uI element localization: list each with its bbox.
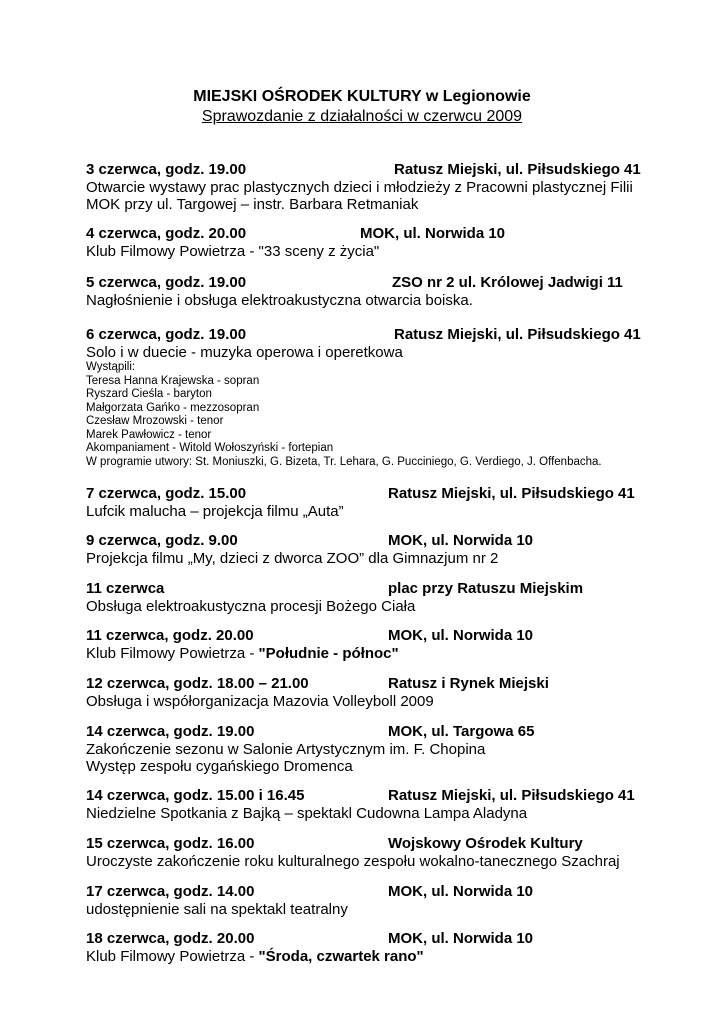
event-place: Ratusz Miejski, ul. Piłsudskiego 41 (388, 787, 635, 804)
event-description: Uroczyste zakończenie roku kulturalnego zespołu wokalno-tanecznego Szachraj (86, 853, 620, 870)
event-header (86, 160, 666, 179)
event-place: Ratusz i Rynek Miejski (388, 675, 549, 692)
event-entry (86, 325, 666, 469)
event-entry (86, 882, 666, 918)
event-place: MOK, ul. Norwida 10 (388, 627, 534, 644)
event-place: plac przy Ratuszu Miejskim (388, 580, 584, 597)
event-description-prefix: Klub Filmowy Powietrza - (86, 645, 259, 662)
event-entry (86, 273, 666, 309)
event-place: Ratusz Miejski, ul. Piłsudskiego 41 (394, 326, 641, 343)
event-date: 17 czerwca, godz. 14.00 (86, 883, 255, 900)
event-place: MOK, ul. Norwida 10 (388, 930, 534, 947)
event-detail: Marek Pawłowicz - tenor (86, 428, 212, 441)
event-header (86, 224, 666, 243)
event-header (86, 929, 666, 948)
event-place: Ratusz Miejski, ul. Piłsudskiego 41 (388, 485, 635, 502)
event-header (86, 579, 666, 598)
event-detail: W programie utwory: St. Moniuszki, G. Bizeta, Tr. Lehara, G. Pucciniego, G. Verdiego, J. Offenbacha. (86, 455, 602, 468)
event-header (86, 325, 666, 344)
event-description: Niedzielne Spotkania z Bajką – spektakl Cudowna Lampa Aladyna (86, 805, 528, 822)
event-place: MOK, ul. Norwida 10 (360, 225, 506, 242)
film-title: "Południe - północ" (258, 645, 399, 662)
event-date: 3 czerwca, godz. 19.00 (86, 161, 247, 178)
event-detail: Wystąpili: (86, 361, 136, 373)
event-detail: Czesław Mrozowski - tenor (86, 415, 224, 427)
event-date: 18 czerwca, godz. 20.00 (86, 930, 255, 947)
event-header (86, 786, 666, 805)
event-description: Solo i w duecie - muzyka operowa i operetkowa (86, 344, 403, 361)
event-description-prefix: Klub Filmowy Powietrza - (86, 948, 259, 965)
event-date: 9 czerwca, godz. 9.00 (86, 532, 238, 549)
event-description: Występ zespołu cygańskiego Dromenca (86, 758, 353, 775)
event-entry (86, 224, 666, 260)
event-place: Ratusz Miejski, ul. Piłsudskiego 41 (394, 161, 641, 178)
event-detail: Akompaniament - Witold Wołoszyński - fortepian (86, 442, 334, 454)
event-place: MOK, ul. Norwida 10 (388, 532, 534, 549)
event-header (86, 722, 666, 741)
event-place: MOK, ul. Norwida 10 (388, 883, 534, 900)
event-entry (86, 579, 666, 615)
event-header (86, 834, 666, 853)
event-place: ZSO nr 2 ul. Królowej Jadwigi 11 (392, 274, 623, 291)
event-entry (86, 786, 666, 822)
event-entry (86, 674, 666, 710)
event-header (86, 882, 666, 901)
event-entry (86, 484, 666, 520)
event-description: Projekcja filmu „My, dzieci z dworca ZOO” dla Gimnazjum nr 2 (86, 550, 499, 567)
event-header (86, 674, 666, 693)
event-description: MOK przy ul. Targowej – instr. Barbara Retmaniak (86, 196, 419, 213)
event-header (86, 484, 666, 503)
film-title: "Środa, czwartek rano" (258, 948, 424, 965)
event-date: 5 czerwca, godz. 19.00 (86, 274, 247, 291)
event-entry (86, 531, 666, 567)
event-date: 14 czerwca, godz. 19.00 (86, 723, 255, 740)
event-description: Klub Filmowy Powietrza - "33 sceny z życia" (86, 243, 380, 260)
event-description (86, 948, 666, 965)
event-entry (86, 834, 666, 870)
event-description: Lufcik malucha – projekcja filmu „Auta” (86, 503, 344, 520)
event-date: 12 czerwca, godz. 18.00 – 21.00 (86, 675, 309, 692)
event-description: udostępnienie sali na spektakl teatralny (86, 901, 348, 918)
event-date: 11 czerwca (86, 580, 165, 597)
event-date: 4 czerwca, godz. 20.00 (86, 225, 247, 242)
event-date: 11 czerwca, godz. 20.00 (86, 627, 254, 644)
event-entry (86, 722, 666, 775)
event-entry (86, 626, 666, 662)
event-entry (86, 929, 666, 965)
event-place: Wojskowy Ośrodek Kultury (388, 835, 583, 852)
event-description: Zakończenie sezonu w Salonie Artystycznym im. F. Chopina (86, 741, 486, 758)
event-detail: Teresa Hanna Krajewska - sopran (86, 374, 260, 387)
event-description (86, 645, 666, 662)
event-entry (86, 160, 666, 213)
event-description: Nagłośnienie i obsługa elektroakustyczna otwarcia boiska. (86, 292, 473, 309)
event-detail: Małgorzata Gańko - mezzosopran (86, 401, 260, 414)
event-detail: Ryszard Cieśla - baryton (86, 388, 212, 400)
event-description: Obsługa i współorganizacja Mazovia Volleyboll 2009 (86, 693, 434, 710)
event-header (86, 531, 666, 550)
event-header (86, 273, 666, 292)
event-date: 14 czerwca, godz. 15.00 i 16.45 (86, 787, 305, 804)
document-subtitle: Sprawozdanie z działalności w czerwcu 2009 (201, 108, 523, 125)
event-date: 7 czerwca, godz. 15.00 (86, 485, 247, 502)
document-title: MIEJSKI OŚRODEK KULTURY w Legionowie (193, 88, 531, 105)
event-place: MOK, ul. Targowa 65 (388, 723, 535, 740)
event-date: 6 czerwca, godz. 19.00 (86, 326, 247, 343)
event-header (86, 626, 666, 645)
event-date: 15 czerwca, godz. 16.00 (86, 835, 255, 852)
event-description: Otwarcie wystawy prac plastycznych dzieci i młodzieży z Pracowni plastycznej Filii (86, 179, 633, 196)
event-description: Obsługa elektroakustyczna procesji Bożego Ciała (86, 598, 416, 615)
